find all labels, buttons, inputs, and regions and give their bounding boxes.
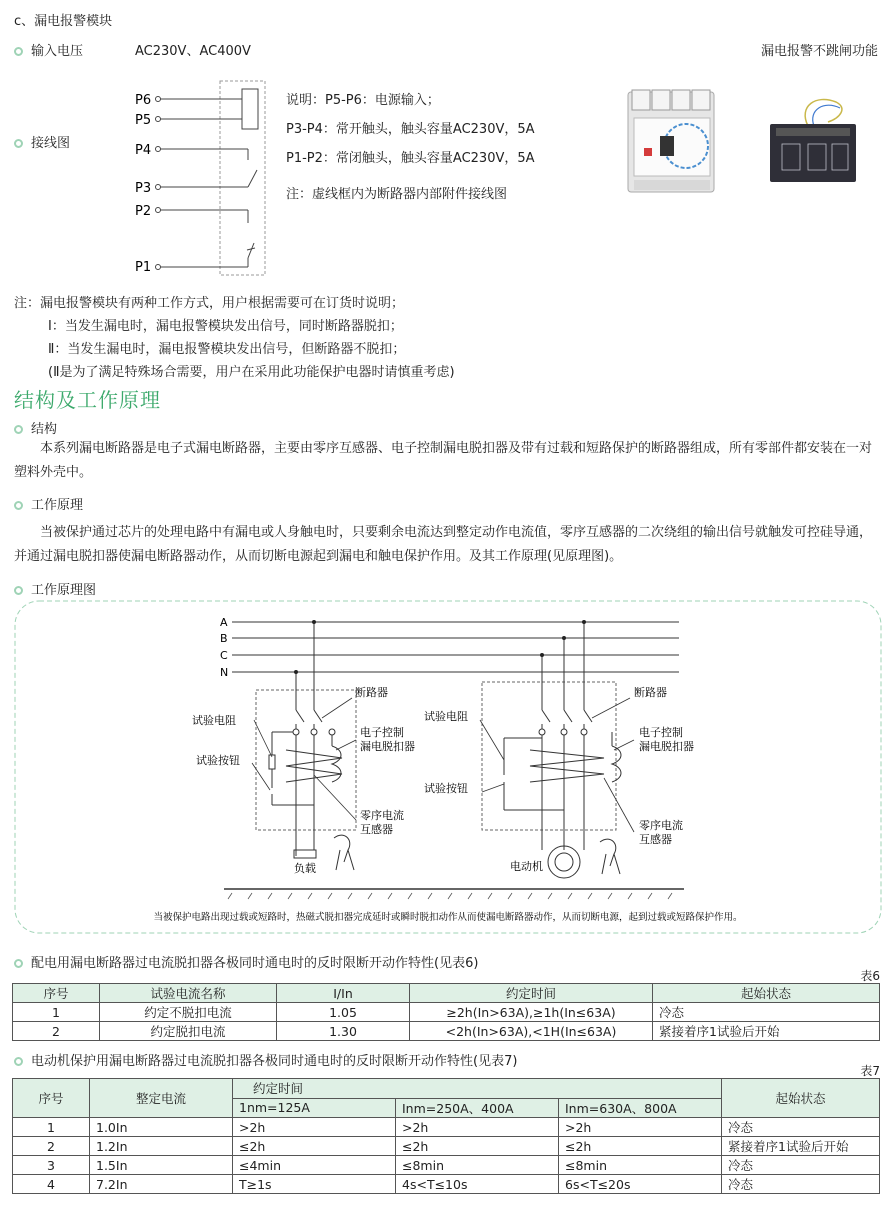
breaker-photo xyxy=(620,88,720,196)
breaker-label: 断路器 xyxy=(634,686,667,699)
ct-label-1: 零序电流 xyxy=(360,809,404,822)
ct-label-1: 零序电流 xyxy=(639,819,683,832)
note-line: Ⅰ：当发生漏电时，漏电报警模块发出信号，同时断路器脱扣； xyxy=(48,319,403,334)
wiring-description xyxy=(286,86,535,209)
table-cell: 4s<T≤10s xyxy=(396,1175,559,1194)
table-cell: ≤2h xyxy=(396,1137,559,1156)
table-cell: 1.30 xyxy=(277,1022,410,1041)
table6-heading-text: 配电用漏电断路器过电流脱扣器各极同时通电时的反时限断开动作特性(见表6) xyxy=(31,956,479,971)
table-cell: 1.0In xyxy=(90,1118,233,1137)
table-row xyxy=(13,1156,880,1175)
table6-tag: 表6 xyxy=(860,969,880,983)
section-title: 结构及工作原理 xyxy=(14,388,161,412)
input-voltage-row xyxy=(14,40,83,59)
desc-line: 注：虚线框内为断路器内部附件接线图 xyxy=(286,187,508,202)
bullet-icon xyxy=(14,501,23,510)
test-button-label: 试验按钮 xyxy=(424,782,468,795)
table-cell: 约定不脱扣电流 xyxy=(100,1003,277,1022)
ct-label-2: 互感器 xyxy=(639,833,672,846)
structure-label: 结构 xyxy=(31,422,58,437)
line-label: B xyxy=(220,632,228,645)
table7-heading xyxy=(14,1050,517,1069)
load-label: 负载 xyxy=(294,862,316,875)
table-header-row xyxy=(13,1079,880,1099)
header-cell: 1nm=125A xyxy=(233,1098,396,1118)
input-voltage-label: 输入电压 xyxy=(31,44,84,59)
pin-label: P4 xyxy=(135,143,152,158)
pin-label: P6 xyxy=(135,93,152,108)
diagram-caption: 当被保护电路出现过载或短路时，热磁式脱扣器完成延时或瞬时脱扣动作从而使漏电断路器动作，从而切断电源，起到过载或短路保护作用。 xyxy=(153,912,743,923)
table-header-row xyxy=(13,984,880,1003)
table-cell: 冷态 xyxy=(722,1175,880,1194)
wiring-label: 接线图 xyxy=(31,136,71,151)
principle-label: 工作原理 xyxy=(31,498,84,513)
table-cell: ≤2h xyxy=(559,1137,722,1156)
table-row xyxy=(13,1003,880,1022)
line-label: N xyxy=(220,666,229,679)
table-cell: 冷态 xyxy=(722,1118,880,1137)
table-cell: <2h(In>63A),<1H(In≤63A) xyxy=(410,1022,653,1041)
principle-diagram xyxy=(14,600,882,934)
table-cell: 6s<T≤20s xyxy=(559,1175,722,1194)
table-cell: 7.2In xyxy=(90,1175,233,1194)
alarm-module-photo xyxy=(768,92,858,187)
trip-label-1: 电子控制 xyxy=(639,726,683,739)
trip-label-2: 漏电脱扣器 xyxy=(360,740,415,753)
table6-heading xyxy=(14,952,478,971)
structure-heading xyxy=(14,418,57,437)
table-cell: ≤4min xyxy=(233,1156,396,1175)
bullet-icon xyxy=(14,425,23,434)
table-cell: 冷态 xyxy=(722,1156,880,1175)
header-cell: 起始状态 xyxy=(653,984,880,1003)
bullet-icon xyxy=(14,139,23,148)
trip-label-2: 漏电脱扣器 xyxy=(639,740,694,753)
module-notes xyxy=(14,292,455,384)
table-cell: 紧接着序1试验后开始 xyxy=(653,1022,880,1041)
ct-label-2: 互感器 xyxy=(360,823,393,836)
breaker-label: 断路器 xyxy=(355,686,388,699)
table7-heading-text: 电动机保护用漏电断路器过电流脱扣器各极同时通电时的反时限断开动作特性(见表7) xyxy=(31,1054,518,1069)
table-cell: ≥2h(In>63A),≥1h(In≤63A) xyxy=(410,1003,653,1022)
table-cell: 2 xyxy=(13,1137,90,1156)
table-row xyxy=(13,1118,880,1137)
test-button-label: 试验按钮 xyxy=(196,754,240,767)
note-line: (Ⅱ是为了满足特殊场合需要，用户在采用此功能保护电器时请慎重考虑) xyxy=(48,365,455,380)
table-cell: ≤2h xyxy=(233,1137,396,1156)
header-cell: 约定时间 xyxy=(233,1079,722,1099)
note-line: 注：漏电报警模块有两种工作方式，用户根据需要可在订货时说明； xyxy=(14,296,405,311)
trip-label-1: 电子控制 xyxy=(360,726,404,739)
principle-heading xyxy=(14,494,83,513)
table-cell: 1.2In xyxy=(90,1137,233,1156)
test-resistor-label: 试验电阻 xyxy=(192,714,236,727)
pin-label: P5 xyxy=(135,113,152,128)
line-label: A xyxy=(220,616,228,629)
bullet-icon xyxy=(14,47,23,56)
table-cell: 2 xyxy=(13,1022,100,1041)
header-cell: 试验电流名称 xyxy=(100,984,277,1003)
header-cell: 整定电流 xyxy=(90,1079,233,1118)
table7-tag: 表7 xyxy=(860,1064,880,1078)
table7 xyxy=(12,1078,880,1194)
table-row xyxy=(13,1175,880,1194)
wiring-row xyxy=(14,132,70,151)
line-label: C xyxy=(220,649,228,662)
table-row xyxy=(13,1022,880,1041)
wiring-diagram xyxy=(130,78,280,283)
table-cell: 4 xyxy=(13,1175,90,1194)
desc-line: P3-P4：常开触头，触头容量AC230V，5A xyxy=(286,122,535,137)
bullet-icon xyxy=(14,1057,23,1066)
header-cell: Inm=250A、400A xyxy=(396,1098,559,1118)
motor-label: 电动机 xyxy=(510,860,543,873)
table-cell: ≤8min xyxy=(559,1156,722,1175)
table-cell: >2h xyxy=(233,1118,396,1137)
header-cell: Inm=630A、800A xyxy=(559,1098,722,1118)
table6 xyxy=(12,983,880,1041)
note-line: Ⅱ：当发生漏电时，漏电报警模块发出信号，但断路器不脱扣； xyxy=(48,342,406,357)
desc-line: 说明：P5-P6：电源输入； xyxy=(286,93,440,108)
table-cell: 冷态 xyxy=(653,1003,880,1022)
table-cell: ≤8min xyxy=(396,1156,559,1175)
header-cell: 约定时间 xyxy=(410,984,653,1003)
no-trip-label: 漏电报警不跳闸功能 xyxy=(760,44,878,59)
table-cell: 紧接着序1试验后开始 xyxy=(722,1137,880,1156)
table-cell: 1 xyxy=(13,1003,100,1022)
table-cell: 1.05 xyxy=(277,1003,410,1022)
principle-paragraph: 当被保护通过芯片的处理电路中有漏电或人身触电时，只要剩余电流达到整定动作电流值，零序互感器的二次绕组的输出信号就触发可控硅导通，并通过漏电脱扣器使漏电断路器动作，从而切断电源起到漏电和触电保护作用。及其工作原理(见原理图)。 xyxy=(14,525,873,564)
header-cell: 序号 xyxy=(13,1079,90,1118)
table-cell: T≥1s xyxy=(233,1175,396,1194)
desc-line: P1-P2：常闭触头，触头容量AC230V，5A xyxy=(286,151,535,166)
table-cell: >2h xyxy=(559,1118,722,1137)
pin-label: P3 xyxy=(135,181,152,196)
table-row xyxy=(13,1137,880,1156)
module-heading: c、漏电报警模块 xyxy=(14,14,113,29)
header-cell: 起始状态 xyxy=(722,1079,880,1118)
table-cell: 1.5In xyxy=(90,1156,233,1175)
table-cell: 3 xyxy=(13,1156,90,1175)
header-cell: 序号 xyxy=(13,984,100,1003)
table-cell: 1 xyxy=(13,1118,90,1137)
diagram-label: 工作原理图 xyxy=(31,583,97,598)
diagram-heading xyxy=(14,579,96,598)
pin-label: P1 xyxy=(135,260,152,275)
header-cell: I/In xyxy=(277,984,410,1003)
test-resistor-label: 试验电阻 xyxy=(424,710,468,723)
structure-paragraph: 本系列漏电断路器是电子式漏电断路器，主要由零序互感器、电子控制漏电脱扣器及带有过载和短路保护的断路器组成，所有零部件都安装在一对塑料外壳中。 xyxy=(14,441,873,480)
input-voltage-value: AC230V、AC400V xyxy=(135,44,251,59)
pin-label: P2 xyxy=(135,204,152,219)
bullet-icon xyxy=(14,586,23,595)
bullet-icon xyxy=(14,959,23,968)
table-cell: 约定脱扣电流 xyxy=(100,1022,277,1041)
table-cell: >2h xyxy=(396,1118,559,1137)
